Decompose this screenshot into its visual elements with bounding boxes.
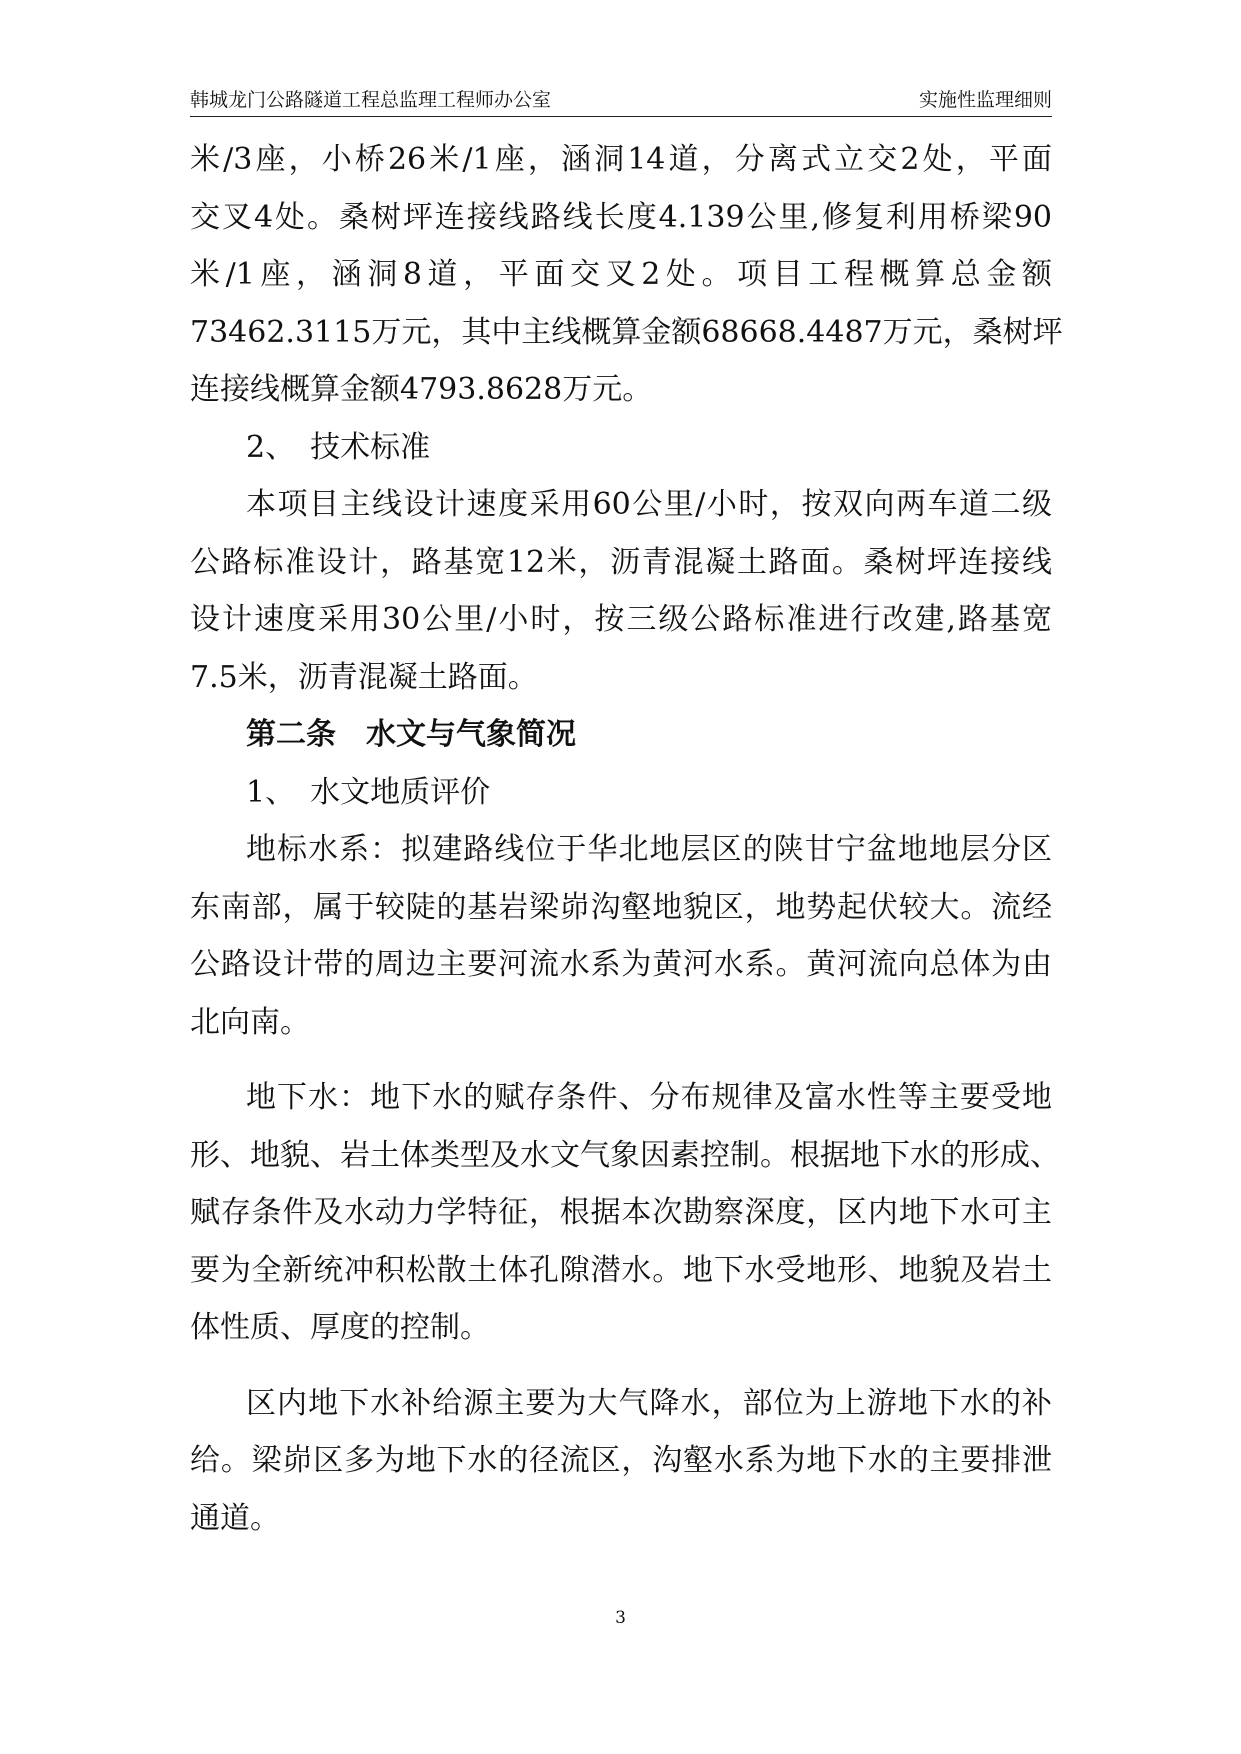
text-line: 交叉4处。桑树坪连接线路线长度4.139公里,修复利用桥梁90 [190, 199, 1052, 235]
text-line: 公路设计带的周边主要河流水系为黄河水系。黄河流向总体为由 [190, 947, 1052, 982]
text-line: 通道。 [190, 1500, 280, 1536]
page-number: 3 [615, 1608, 626, 1628]
text-line: 地下水：地下水的赋存条件、分布规律及富水性等主要受地 [246, 1080, 1052, 1115]
text-line: 设计速度采用30公里/小时，按三级公路标准进行改建,路基宽 [190, 602, 1052, 637]
header-office-title: 韩城龙门公路隧道工程总监理工程师办公室 [190, 89, 552, 111]
text-line: 赋存条件及水动力学特征，根据本次勘察深度，区内地下水可主 [190, 1195, 1052, 1230]
text-line: 北向南。 [190, 1004, 310, 1040]
text-line: 连接线概算金额4793.8628万元。 [190, 372, 653, 407]
text-line: 米/1座，涵洞8道，平面交叉2处。项目工程概算总金额 [190, 257, 1052, 292]
header-document-title: 实施性监理细则 [918, 89, 1052, 111]
text-line: 形、地貌、岩土体类型及水文气象因素控制。根据地下水的形成、 [190, 1137, 1060, 1173]
text-line: 区内地下水补给源主要为大气降水，部位为上游地下水的补 [246, 1385, 1052, 1421]
text-line: 东南部，属于较陡的基岩梁峁沟壑地貌区，地势起伏较大。流经 [190, 889, 1052, 925]
text-line: 米/3座，小桥26米/1座，涵洞14道，分离式立交2处，平面 [190, 142, 1052, 177]
text-line: 1、 水文地质评价 [246, 774, 491, 810]
text-line: 73462.3115万元，其中主线概算金额68668.4487万元，桑树坪 [190, 314, 1063, 350]
section-heading: 第二条 水文与气象简况 [246, 717, 576, 752]
text-line: 体性质、厚度的控制。 [190, 1310, 490, 1345]
text-line: 给。梁峁区多为地下水的径流区，沟壑水系为地下水的主要排泄 [190, 1443, 1052, 1478]
text-line: 2、 技术标准 [246, 429, 431, 465]
text-line: 公路标准设计，路基宽12米，沥青混凝土路面。桑树坪连接线 [190, 544, 1052, 580]
text-line: 地标水系：拟建路线位于华北地层区的陕甘宁盆地地层分区 [246, 832, 1052, 867]
text-line: 要为全新统冲积松散土体孔隙潜水。地下水受地形、地貌及岩土 [190, 1252, 1052, 1288]
page-header [190, 88, 1052, 117]
text-line: 7.5米，沥青混凝土路面。 [190, 659, 538, 695]
text-line: 本项目主线设计速度采用60公里/小时，按双向两车道二级 [246, 487, 1052, 522]
